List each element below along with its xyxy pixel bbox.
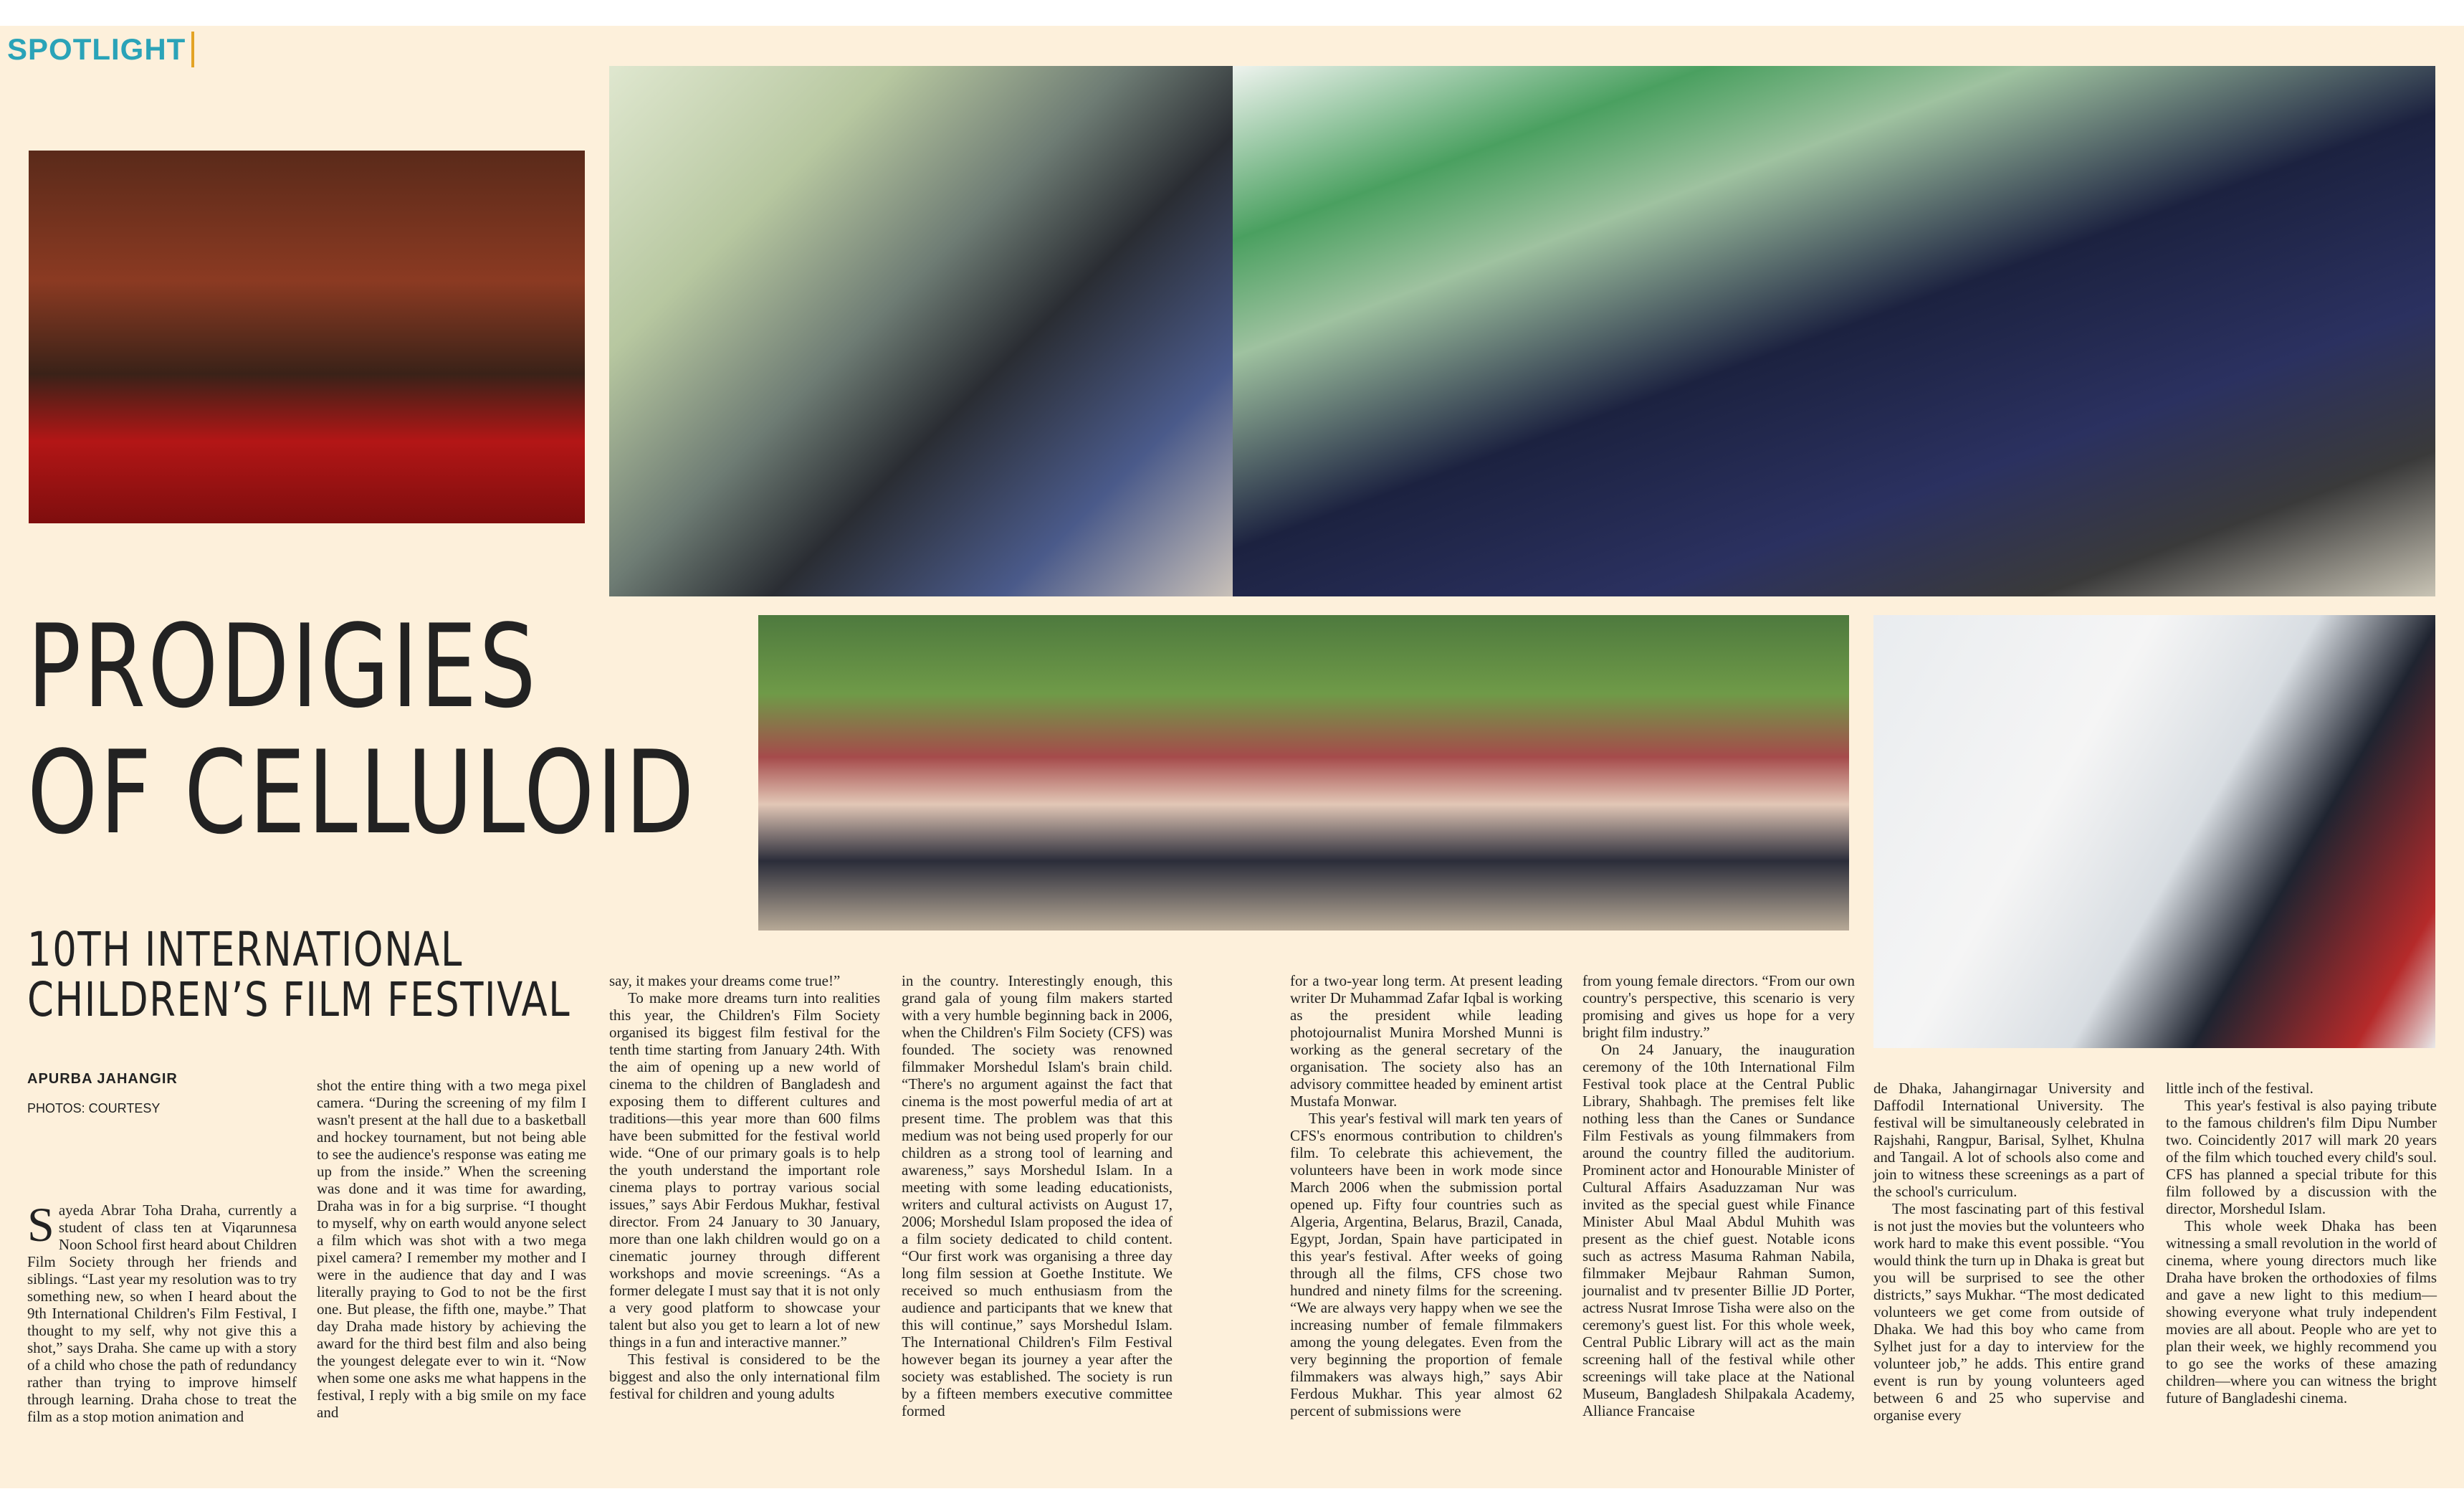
article-paragraph: This year's festival will mark ten years of CFS's enormous contribution to children's film. To celebrate this achievement, the volunteers have been in work mode since March 2006 when the submission portal opened up. Fifty four countries such as Algeria, Argentina, Belarus, Brazil, Canada, Egypt, Jordan, Spain have participated in this year's festival. After weeks of going through all the films, CFS chose two hundred and ninety films for the screening. “We are always very happy when we see the increasing number of female filmmakers among the young delegates. Even from the very beginning the proportion of female filmmakers was always high,” says Abir Ferdous Mukhar. This year almost 62 percent of submissions were bbox=[1290, 1110, 1562, 1419]
article-column-6 bbox=[1582, 972, 1855, 1419]
photo-volunteer-poster bbox=[1873, 615, 2435, 1048]
article-paragraph: little inch of the festival. bbox=[2166, 1080, 2313, 1097]
article-column-8 bbox=[2166, 1080, 2437, 1407]
article-paragraph: de Dhaka, Jahangirnagar University and Daffodil International University. The festival will be simultaneously celebrated in Rajshahi, Rangpur, Barisal, Sylhet, Khulna and Tangail. A lot of schools also come and join to witness these screenings as a part of the school's curriculum. bbox=[1873, 1080, 2144, 1200]
article-column-7 bbox=[1873, 1080, 2144, 1424]
headline bbox=[27, 599, 697, 860]
drop-cap: S bbox=[27, 1197, 54, 1252]
article-paragraph: This whole week Dhaka has been witnessing a small revolution in the world of cinema, where young directors much like Draha have broken the orthodoxies of films and gave a new light to this medium—showing everyone what truly independent movies are all about. People who are yet to plan their week, we highly recommend you to go see the works of these amazing children—where you can witness the bright future of Bangladeshi cinema. bbox=[2166, 1217, 2437, 1407]
photo-students-queue bbox=[1233, 66, 2435, 596]
article-paragraph: The most fascinating part of this festival is not just the movies but the volunteers who work hard to make this event possible. “You would think the turn up in Dhaka is great but you will be surprised to see the other districts,” says Mukhar. “The most dedicated volunteers we get come from outside of Dhaka. We had this boy who came from Sylhet just for a day to interview for the volunteer job,” he adds. This entire grand event is run by young volunteers aged between 6 and 25 who supervise and organise every bbox=[1873, 1200, 2144, 1424]
subheadline-line-1: 10TH INTERNATIONAL bbox=[27, 922, 464, 977]
article-paragraph: in the country. Interestingly enough, this grand gala of young film makers started with a very humble beginning back in 2006, when the Children's Film Society (CFS) was founded. The society was renowned filmmaker Morshedul Islam's brain child. “There's no argument against the fact that cinema is the most powerful media of art at present time. The problem was that this medium was not being used properly for our children as a strong tool of learning and awareness,” says Morshedul Islam. In a meeting with some leading educationists, writers and cultural activists on August 17, 2006; Morshedul Islam proposed the idea of a film society dedicated to child content. “Our first work was organising a three day long film session at Goethe Institute. We received so much enthusiasm from the audience and participants that we knew that this will continue,” says Morshedul Islam. The International Children's Film Festival however began its journey a year after the society was established. The society is run by a fifteen members executive committee formed bbox=[902, 972, 1173, 1419]
article-column-4 bbox=[902, 972, 1173, 1419]
subheadline bbox=[27, 922, 571, 1027]
section-label: SPOTLIGHT bbox=[7, 32, 194, 67]
article-paragraph: On 24 January, the inauguration ceremony of the 10th International Film Festival took place at the Central Public Library, Shahbagh. The premises felt like nothing less than the Canes or Sundance Film Festivals as young filmmakers from around the country filled the auditorium. Prominent actor and Honourable Minister of Cultural Affairs Asaduzzaman Nur was invited as the special guest while Finance Minister Abul Maal Abdul Muhith was present as the chief guest. Notable icons such as actress Masuma Rahman Nabila, filmmaker Mejbaur Rahman Sumon, journalist and tv presenter Billie JD Porter, actress Nusrat Imrose Tisha were also on the ceremony's guest list. For this whole week, Central Public Library will act as the main screening hall of the festival while other screenings will take place at the National Museum, Bangladesh Shilpakala Academy, Alliance Francaise bbox=[1582, 1041, 1855, 1419]
article-paragraph: Sayeda Abrar Toha Draha, currently a student of class ten at Viqarunnesa Noon School first heard about Children Film Society through her friends and siblings. “Last year my resolution was to try something new, so when I heard about the 9th International Children's Film Festival, I thought to my self, why not give this a shot,” says Draha. She came up with a story of a child who chose the path of redundancy rather than trying to improve himself through learning. Draha chose to treat the film as a stop motion animation and bbox=[27, 1197, 297, 1425]
article-column-2 bbox=[317, 1077, 586, 1421]
photo-children-group bbox=[758, 615, 1849, 931]
photo-video-camera bbox=[609, 66, 1233, 596]
article-paragraph: To make more dreams turn into realities this year, the Children's Film Society organised its biggest film festival for the tenth time starting from January 24th. With the aim of opening up a new world of cinema to the children of Bangladesh and exposing them to different cultures and traditions—this year more than 600 films have been submitted for the festival world wide. “One of our primary goals is to help the youth understand the important role cinema plays to portray various social issues,” says Abir Ferdous Mukhar, festival director. From 24 January to 30 January, more than one lakh children would go on a cinematic journey through different workshops and movie screenings. “As a former delegate I must say that it is not only a very good platform to showcase your talent but also you get to learn a lot of new things in a fun and interactive manner.” bbox=[609, 989, 880, 1351]
article-paragraph: This festival is considered to be the biggest and also the only international film festival for children and young adults bbox=[609, 1351, 880, 1402]
headline-line-2: OF CELLULOID bbox=[27, 725, 697, 860]
photo-credit: PHOTOS: COURTESY bbox=[27, 1101, 161, 1115]
page-top-margin bbox=[0, 0, 2464, 26]
photo-panel-discussion bbox=[29, 151, 585, 523]
article-paragraph: This year's festival is also paying tribute to the famous children's film Dipu Number two. Coincidently 2017 will mark 20 years of the film which touched every child's soul. CFS has planned a special tribute for this film followed by a discussion with the director, Morshedul Islam. bbox=[2166, 1097, 2437, 1217]
article-column-3 bbox=[609, 972, 880, 1402]
article-column-1 bbox=[27, 1197, 297, 1425]
article-paragraph: say, it makes your dreams come true!” bbox=[609, 972, 841, 989]
subheadline-line-2: CHILDREN’S FILM FESTIVAL bbox=[27, 972, 571, 1027]
article-paragraph: shot the entire thing with a two mega pixel camera. “During the screening of my film I wasn't present at the hall due to a basketball and hockey tournament, but not being able to see the audience's response was eating me up from the inside.” When the screening was done and it was time for awarding, Draha was in for a big surprise. “I thought to myself, why on earth would anyone select a film which was shot with a two mega pixel camera? I remember my mother and I were in the audience that day and I was literally praying to God to not be the first one. But please, the fifth one, maybe.” That day Draha made history by achieving the award for the third best film and also being the youngest delegate ever to win it. “Now when some one asks me what happens in the festival, I reply with a big smile on my face and bbox=[317, 1077, 586, 1421]
article-paragraph: from young female directors. “From our own country's perspective, this scenario is very promising and gives us hope for a very bright film industry.” bbox=[1582, 972, 1855, 1041]
article-paragraph: for a two-year long term. At present leading writer Dr Muhammad Zafar Iqbal is working as the president while leading photojournalist Munira Morshed Munni is working as the general secretary of the organisation. The society also has an advisory committee headed by eminent artist Mustafa Monwar. bbox=[1290, 972, 1562, 1110]
byline: APURBA JAHANGIR bbox=[27, 1071, 178, 1087]
headline-line-1: PRODIGIES bbox=[27, 599, 538, 733]
article-column-5 bbox=[1290, 972, 1562, 1419]
